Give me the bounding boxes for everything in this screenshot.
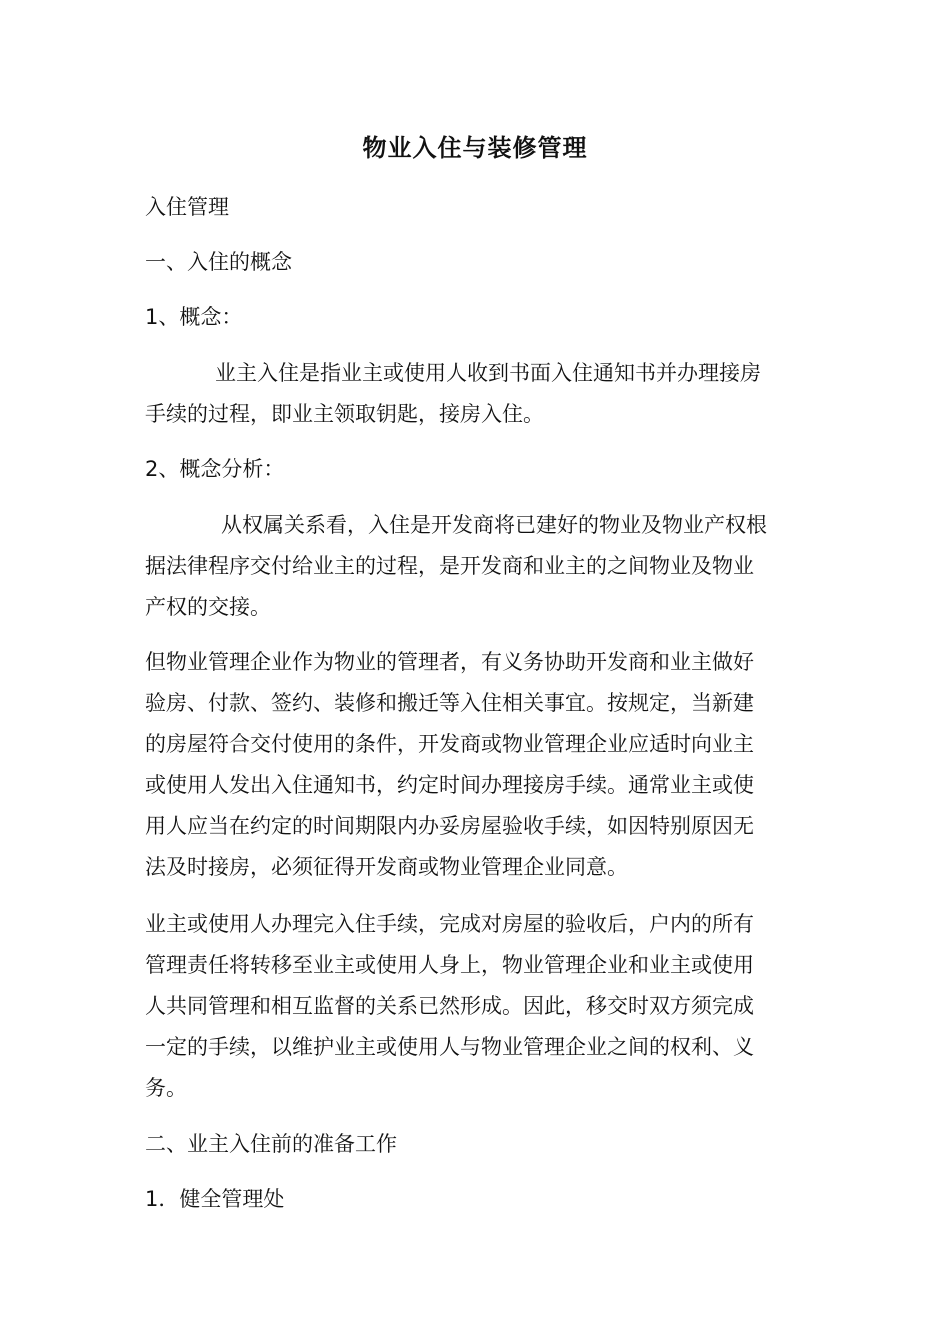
paragraph-line: 管理责任将转移至业主或使用人身上，物业管理企业和业主或使用 bbox=[145, 953, 754, 977]
paragraph-line: 业主入住是指业主或使用人收到书面入住通知书并办理接房 bbox=[215, 361, 761, 385]
document-title: 物业入住与装修管理 bbox=[362, 134, 588, 162]
paragraph-line: 业主或使用人办理完入住手续，完成对房屋的验收后，户内的所有 bbox=[145, 912, 754, 936]
paragraph-line: 用人应当在约定的时间期限内办妥房屋验收手续，如因特别原因无 bbox=[145, 814, 754, 838]
management-paragraph bbox=[145, 642, 810, 888]
paragraph-line: 从权属关系看，入住是开发商将已建好的物业及物业产权根 bbox=[221, 513, 767, 537]
paragraph-line: 法及时接房，必须征得开发商或物业管理企业同意。 bbox=[145, 855, 628, 879]
paragraph-line: 据法律程序交付给业主的过程，是开发商和业主的之间物业及物业 bbox=[145, 554, 754, 578]
concept-label: 1、概念： bbox=[145, 305, 243, 329]
paragraph-line: 的房屋符合交付使用的条件，开发商或物业管理企业应适时向业主 bbox=[145, 732, 754, 756]
section-heading: 入住管理 bbox=[145, 195, 229, 219]
paragraph-line: 务。 bbox=[145, 1076, 187, 1100]
concept-paragraph bbox=[145, 353, 810, 435]
paragraph-line: 人共同管理和相互监督的关系已然形成。因此，移交时双方须完成 bbox=[145, 994, 754, 1018]
paragraph-line: 手续的过程，即业主领取钥匙，接房入住。 bbox=[145, 402, 544, 426]
analysis-paragraph bbox=[145, 505, 810, 628]
paragraph-line: 一定的手续，以维护业主或使用人与物业管理企业之间的权利、义 bbox=[145, 1035, 754, 1059]
heading-preparation: 二、业主入住前的准备工作 bbox=[145, 1132, 397, 1156]
paragraph-line: 产权的交接。 bbox=[145, 595, 271, 619]
analysis-label: 2、概念分析： bbox=[145, 457, 285, 481]
paragraph-line: 但物业管理企业作为物业的管理者，有义务协助开发商和业主做好 bbox=[145, 650, 754, 674]
preparation-item-label: 1．健全管理处 bbox=[145, 1187, 285, 1211]
handover-paragraph bbox=[145, 904, 810, 1109]
heading-concept: 一、入住的概念 bbox=[145, 250, 292, 274]
paragraph-line: 或使用人发出入住通知书，约定时间办理接房手续。通常业主或使 bbox=[145, 773, 754, 797]
paragraph-line: 验房、付款、签约、装修和搬迁等入住相关事宜。按规定，当新建 bbox=[145, 691, 754, 715]
